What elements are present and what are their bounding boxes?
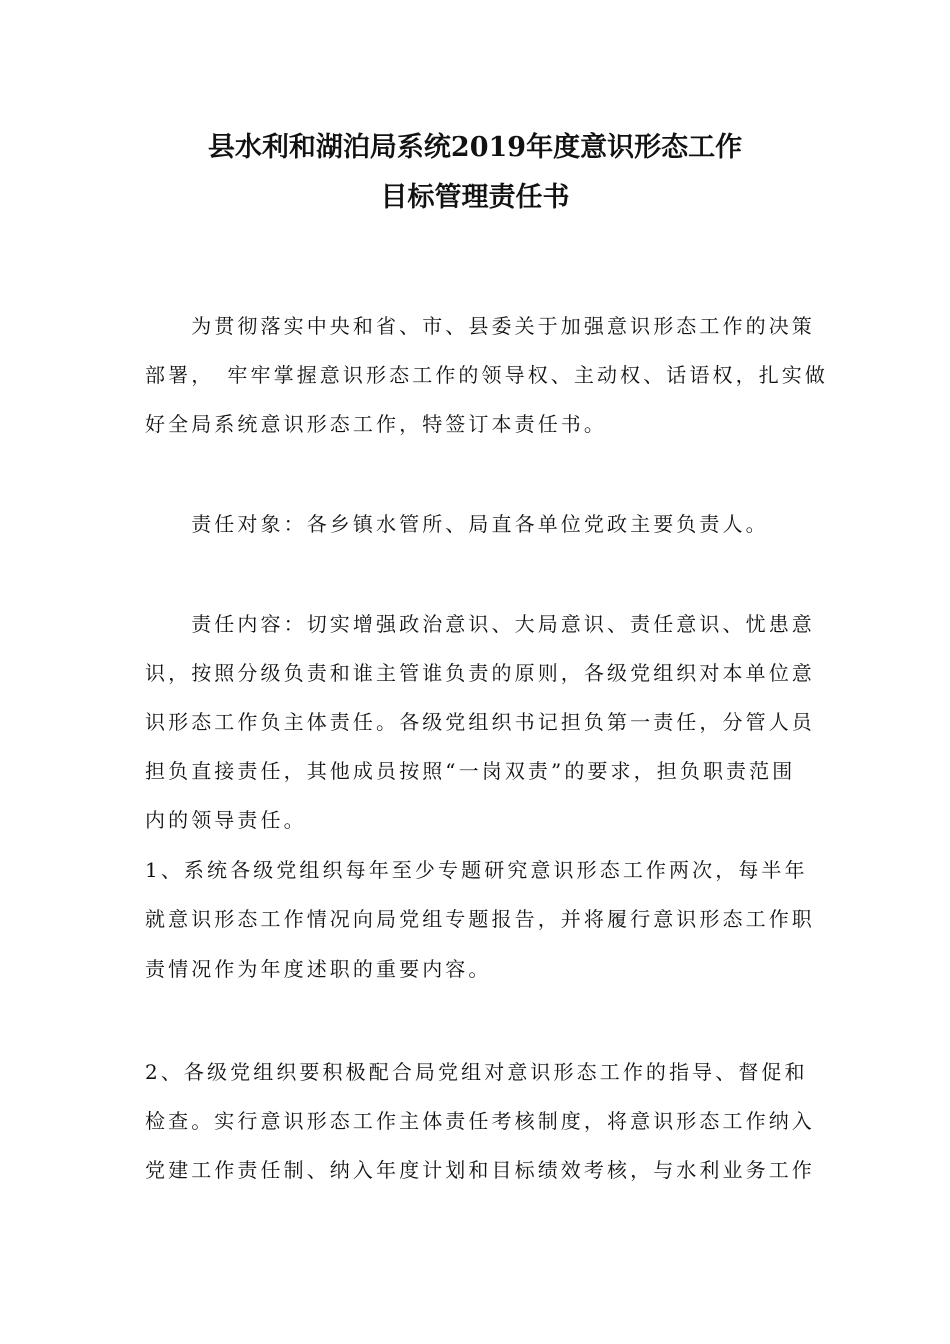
paragraph-content-line-2: 识，按照分级负责和谁主管谁负责的原则，各级党组织对本单位意 (145, 661, 815, 685)
paragraph-intro-line-3: 好全局系统意识形态工作，特签订本责任书。 (145, 412, 607, 436)
paragraph-intro-line-2: 部署， 牢牢掌握意识形态工作的领导权、主动权、话语权，扎实做 (145, 363, 828, 387)
paragraph-target-line-1: 责任对象：各乡镇水管所、局直各单位党政主要负责人。 (145, 512, 769, 536)
item-1-line-2: 就意识形态工作情况向局党组专题报告，并将履行意识形态工作职 (145, 907, 815, 931)
item-1-line-1: 1、系统各级党组织每年至少专题研究意识形态工作两次，每半年 (145, 858, 808, 882)
document-title-line-1: 县水利和湖泊局系统2019年度意识形态工作 (207, 132, 743, 163)
item-2-line-1: 2、各级党组织要积极配合局党组对意识形态工作的指导、督促和 (145, 1060, 808, 1084)
paragraph-intro-line-1: 为贯彻落实中央和省、市、县委关于加强意识形态工作的决策 (145, 314, 815, 338)
item-2-line-2: 检查。实行意识形态工作主体责任考核制度，将意识形态工作纳入 (145, 1109, 815, 1133)
item-2-line-3: 党建工作责任制、纳入年度计划和目标绩效考核，与水利业务工作 (145, 1158, 815, 1182)
paragraph-content-line-1: 责任内容：切实增强政治意识、大局意识、责任意识、忧患意 (145, 612, 815, 636)
paragraph-content-line-3: 识形态工作负主体责任。各级党组织书记担负第一责任，分管人员 (145, 710, 815, 734)
paragraph-content-line-5: 内的领导责任。 (145, 808, 307, 832)
paragraph-content-line-4: 担负直接责任，其他成员按照“一岗双责”的要求，担负职责范围 (145, 759, 796, 783)
document-title-line-2: 目标管理责任书 (380, 182, 570, 213)
item-1-line-3: 责情况作为年度述职的重要内容。 (145, 957, 492, 981)
